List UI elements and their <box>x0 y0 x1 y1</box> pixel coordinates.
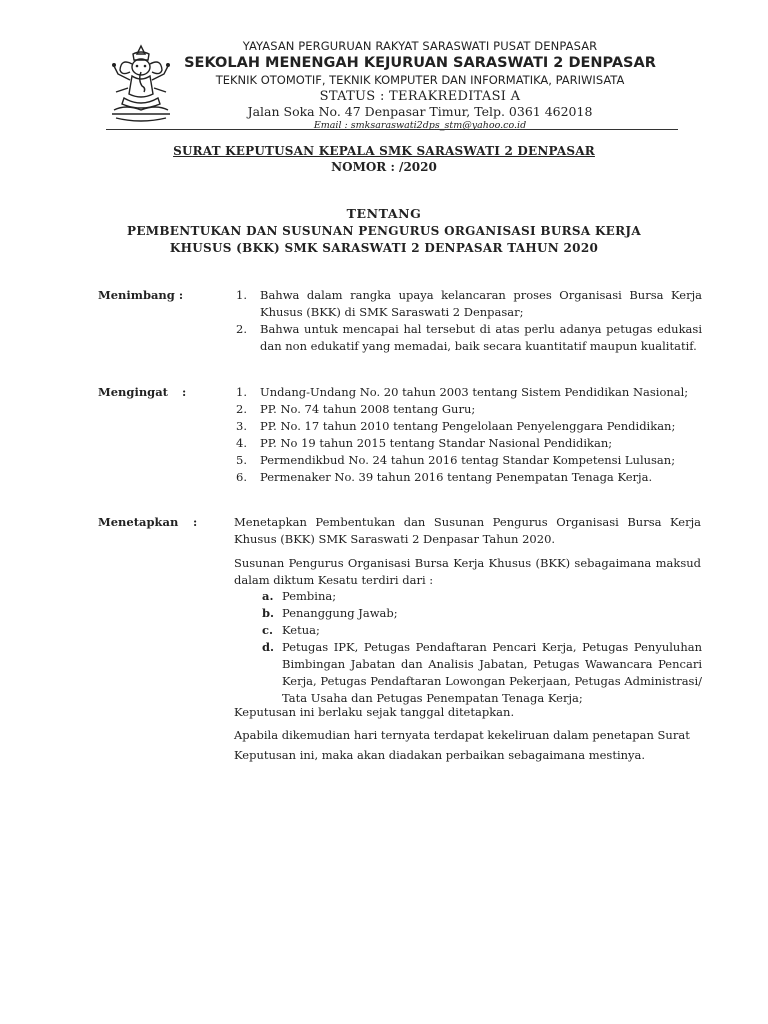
decree-number: NOMOR : /2020 <box>331 160 437 174</box>
item-text: Ketua; <box>282 623 320 637</box>
list-item <box>232 418 702 435</box>
menetapkan-intro: Menetapkan Pembentukan dan Susunan Pengurus Organisasi Bursa Kerja Khusus (BKK) SMK Saraswati 2 Denpasar Tahun 2020. <box>234 515 701 546</box>
item-text: PP. No 19 tahun 2015 tentang Standar Nasional Pendidikan; <box>260 436 613 450</box>
ganesha-emblem-icon <box>106 42 176 124</box>
decree-subject-line: KHUSUS (BKK) SMK SARASWATI 2 DENPASAR TAHUN 2020 <box>169 241 599 255</box>
item-number: 1. <box>236 288 247 302</box>
list-item <box>232 321 702 355</box>
effective-clause: Keputusan ini berlaku sejak tanggal ditetapkan. <box>234 705 515 719</box>
item-text: Pembina; <box>282 589 337 603</box>
structure-list <box>262 588 702 707</box>
item-number: 2. <box>236 322 247 336</box>
foundation-name: YAYASAN PERGURUAN RAKYAT SARASWATI PUSAT DENPASAR <box>242 39 598 53</box>
item-number: 2. <box>236 402 247 416</box>
school-name: SEKOLAH MENENGAH KEJURUAN SARASWATI 2 DENPASAR <box>184 55 656 71</box>
item-text: PP. No. 74 tahun 2008 tentang Guru; <box>260 402 476 416</box>
decree-subject <box>80 223 688 257</box>
school-address: Jalan Soka No. 47 Denpasar Timur, Telp. 0361 462018 <box>247 104 593 119</box>
item-text: Penanggung Jawab; <box>282 606 398 620</box>
item-number: 5. <box>236 453 247 467</box>
item-text: Petugas IPK, Petugas Pendaftaran Pencari Kerja, Petugas Penyuluhan Bimbingan Jabatan dan Analisis Jabatan, Petugas Wawancara Pencari Kerja, Petugas Pendaftaran Lowongan Pekerjaan, Petugas Administrasi/ Tata Usaha dan Petugas Penempatan Tenaga Kerja; <box>282 640 702 705</box>
list-item <box>262 588 702 605</box>
list-item <box>232 469 702 486</box>
list-item <box>232 384 702 401</box>
list-item <box>232 401 702 418</box>
list-item <box>232 452 702 469</box>
item-letter: a. <box>262 589 274 603</box>
item-text: PP. No. 17 tahun 2010 tentang Pengelolaan Penyelenggara Pendidikan; <box>260 419 676 433</box>
menetapkan-colon: : <box>193 515 198 529</box>
item-number: 4. <box>236 436 247 450</box>
item-letter: c. <box>262 623 274 637</box>
list-item <box>232 435 702 452</box>
menetapkan-label: Menetapkan <box>98 515 179 529</box>
school-email: Email : smksaraswati2dps_stm@yahoo.co.id <box>313 120 527 131</box>
mengingat-list <box>232 384 702 486</box>
item-letter: b. <box>262 606 275 620</box>
school-programs: TEKNIK OTOMOTIF, TEKNIK KOMPUTER DAN INFORMATIKA, PARIWISATA <box>215 73 625 87</box>
item-text: Bahwa untuk mencapai hal tersebut di atas perlu adanya petugas edukasi dan non edukatif yang memadai, baik secara kuantitatif maupun kualitatif. <box>260 322 702 353</box>
accreditation-status: STATUS : TERAKREDITASI A <box>319 89 521 104</box>
letterhead <box>180 38 660 132</box>
list-item <box>262 622 702 639</box>
mengingat-colon: : <box>182 385 187 399</box>
item-text: Permendikbud No. 24 tahun 2016 tentag Standar Kompetensi Lulusan; <box>260 453 676 467</box>
item-text: Undang-Undang No. 20 tahun 2003 tentang Sistem Pendidikan Nasional; <box>260 385 689 399</box>
item-number: 6. <box>236 470 247 484</box>
letterhead-divider <box>106 129 678 130</box>
item-number: 1. <box>236 385 247 399</box>
decree-subject-line: PEMBENTUKAN DAN SUSUNAN PENGURUS ORGANISASI BURSA KERJA <box>127 224 641 238</box>
item-number: 3. <box>236 419 247 433</box>
menimbang-label: Menimbang : <box>98 288 184 302</box>
item-text: Bahwa dalam rangka upaya kelancaran proses Organisasi Bursa Kerja Khusus (BKK) di SMK Saraswati 2 Denpasar; <box>260 288 702 319</box>
structure-intro: Susunan Pengurus Organisasi Bursa Kerja Khusus (BKK) sebagaimana maksud dalam diktum Kesatu terdiri dari : <box>234 556 701 587</box>
item-text: Permenaker No. 39 tahun 2016 tentang Penempatan Tenaga Kerja. <box>260 470 653 484</box>
correction-clause <box>234 725 701 765</box>
menimbang-list <box>232 287 702 355</box>
correction-line: Apabila dikemudian hari ternyata terdapat kekeliruan dalam penetapan Surat <box>234 728 690 742</box>
mengingat-label: Mengingat <box>98 385 168 399</box>
list-item <box>262 605 702 622</box>
correction-line: Keputusan ini, maka akan diadakan perbaikan sebagaimana mestinya. <box>234 748 646 762</box>
about-heading: TENTANG <box>346 206 422 221</box>
item-letter: d. <box>262 640 275 654</box>
list-item <box>262 639 702 707</box>
decree-title: SURAT KEPUTUSAN KEPALA SMK SARASWATI 2 DENPASAR <box>173 144 595 158</box>
list-item <box>232 287 702 321</box>
